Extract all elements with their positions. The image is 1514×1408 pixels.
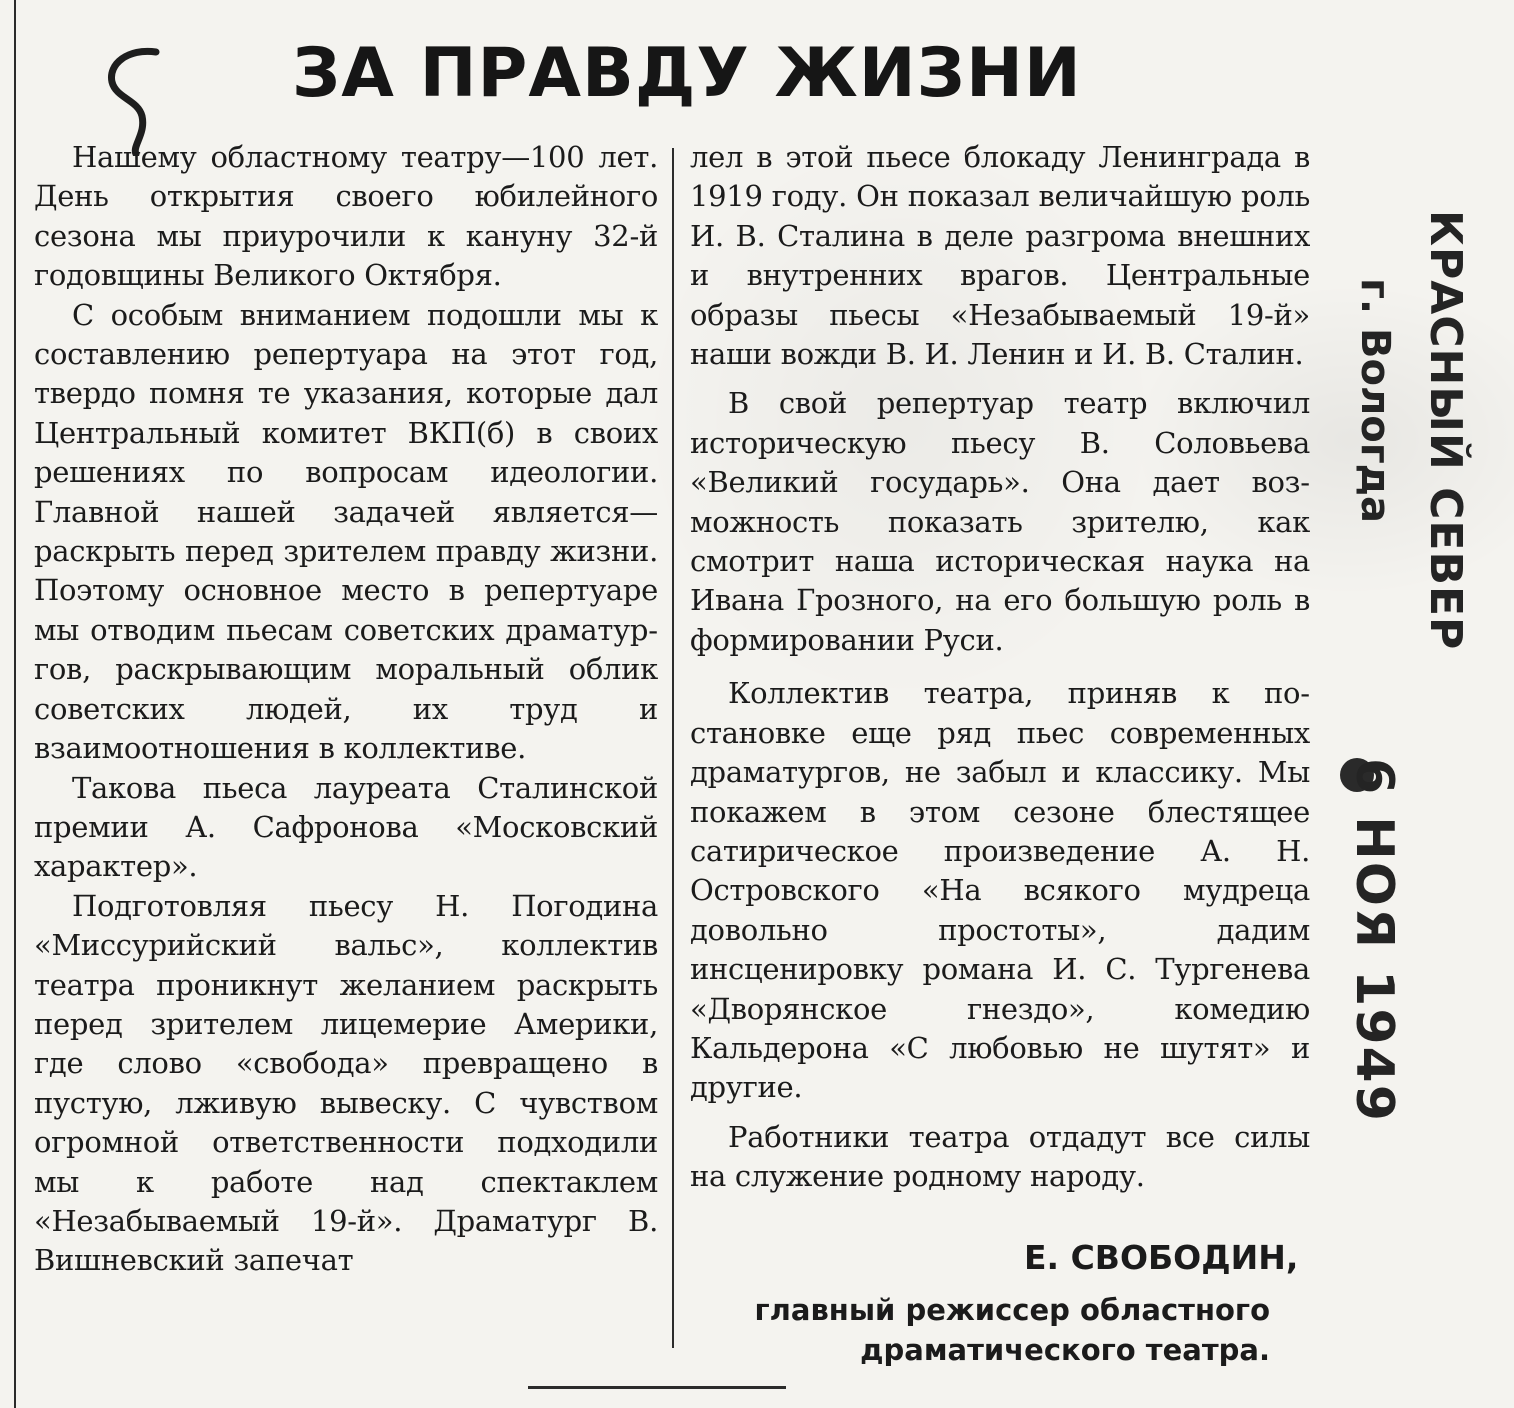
author-name: Е. СВОБОДИН, <box>1024 1238 1299 1277</box>
archive-stamp-city: г. Вологда <box>1352 278 1398 523</box>
paragraph: Работники театра отдадут все силы на служение родному народу. <box>690 1119 1310 1194</box>
column-divider <box>672 148 674 1348</box>
article-column-1 <box>34 138 658 1281</box>
paragraph: С особым вниманием подошли мы к составлению репертуара на этот год, твердо помня те указания, которые дал Центральный комитет ВКП(б) в своих решениях по вопросам идеологии. Главной нашей задачей является—раскрыть перед зрителем правду жизни. Поэтому основное место в репертуаре мы отводим пьесам советских драматургов, раскрывающим моральный облик советских людей, их труд и взаимоотношения в коллективе. <box>34 297 658 766</box>
paragraph: Нашему областному театру—100 лет. День открытия своего юбилейного сезона мы приурочили к кануну 32-й годовщины Великого Октября. <box>34 140 658 293</box>
paragraph: Подготовляя пьесу Н. Погодина «Миссурийский вальс», коллектив театра проникнут желанием раскрыть перед зрителем лицемерие Америки, где слово «свобода» превращено в пустую, лживую вывеску. С чувством огромной ответственности подходили мы к работе над спектаклем «Незабываемый 19-й». Драматург В. Вишневский запечат <box>34 888 658 1278</box>
paragraph: Коллектив театра, приняв к постановке еще ряд пьес современных драматургов, не забыл и классику. Мы покажем в этом сезоне блестящее сатирическое произведение А. Н. Островского «На всякого мудреца довольно простоты», дадим инсценировку романа И. С. Тургенева «Дворянское гнездо», комедию Кальдерона «С любовью не шутят» и другие. <box>690 676 1310 1105</box>
article-headline: ЗА ПРАВДУ ЖИЗНИ <box>292 34 1082 113</box>
author-title: главный режиссер областного драматического театра. <box>754 1293 1270 1367</box>
archive-stamp-date: 6 НОЯ 1949 <box>1344 758 1404 1123</box>
margin-rule <box>14 0 16 1408</box>
closing-rule <box>528 1386 786 1389</box>
paragraph: лел в этой пьесе блокаду Ленинграда в 1919 году. Он показал величайшую роль И. В. Сталина в деле разгрома внешних и внутренних врагов. Центральные образы пьесы «Незабываемый 19-й» наши вожди В. И. Ленин и И. В. Сталин. <box>690 140 1310 372</box>
paragraph: В свой репертуар театр включил историческую пьесу В. Соловьева «Великий государь». Она дает возможность показать зрителю, как смотрит наша историческая наука на Ивана Грозного, на его большую роль в формировании Руси. <box>690 386 1310 657</box>
article-column-2 <box>690 138 1310 1197</box>
archive-stamp-newspaper: КРАСНЫЙ СЕВЕР <box>1420 210 1471 651</box>
paragraph: Такова пьеса лауреата Сталинской премии А. Сафронова «Московский характер». <box>34 770 658 884</box>
